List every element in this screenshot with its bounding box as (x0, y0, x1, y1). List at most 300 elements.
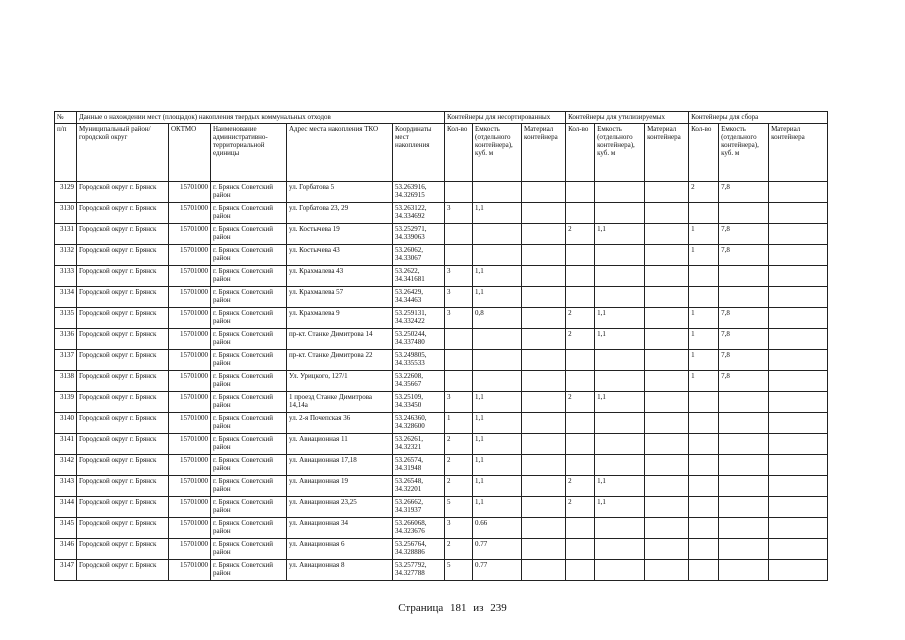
cell-admin-unit: г. Брянск Советский район (211, 287, 287, 308)
cell-collect-capacity: 7,8 (719, 245, 769, 266)
cell-address: ул. Крахмалева 57 (287, 287, 393, 308)
table-row (55, 560, 828, 581)
cell-unsorted-count (445, 371, 473, 392)
cell-municipality: Городской округ г. Брянск (77, 413, 169, 434)
table-body (55, 182, 828, 581)
cell-unsorted-material (522, 518, 566, 539)
cell-unsorted-capacity (473, 182, 522, 203)
cell-recycle-capacity (595, 287, 645, 308)
cell-collect-material (769, 434, 828, 455)
cell-municipality: Городской округ г. Брянск (77, 287, 169, 308)
cell-unsorted-capacity: 1,1 (473, 497, 522, 518)
cell-recycle-count (566, 560, 595, 581)
cell-recycle-material (645, 203, 689, 224)
cell-recycle-count (566, 455, 595, 476)
cell-no: 3145 (55, 518, 77, 539)
cell-unsorted-material (522, 497, 566, 518)
cell-municipality: Городской округ г. Брянск (77, 350, 169, 371)
cell-collect-material (769, 413, 828, 434)
cell-address: ул. Авиационная 6 (287, 539, 393, 560)
cell-oktmo: 15701000 (169, 560, 211, 581)
header-no: № (55, 112, 77, 124)
cell-coords: 53.26062, 34.33067 (393, 245, 445, 266)
cell-no: 3146 (55, 539, 77, 560)
table-row (55, 350, 828, 371)
table-row (55, 203, 828, 224)
cell-municipality: Городской округ г. Брянск (77, 518, 169, 539)
cell-recycle-capacity: 1,1 (595, 308, 645, 329)
header-column-row (55, 124, 828, 182)
table-row (55, 455, 828, 476)
cell-admin-unit: г. Брянск Советский район (211, 371, 287, 392)
cell-unsorted-material (522, 476, 566, 497)
header-col-r-count: Кол-во (566, 124, 595, 182)
cell-address: пр-кт. Станке Димитрова 14 (287, 329, 393, 350)
page-footer (0, 602, 905, 614)
cell-collect-count: 1 (689, 350, 719, 371)
cell-coords: 53.26261, 34.32321 (393, 434, 445, 455)
cell-coords: 53.22608, 34.35667 (393, 371, 445, 392)
cell-address: ул. 2-я Почепская 36 (287, 413, 393, 434)
cell-recycle-count (566, 245, 595, 266)
cell-address: ул. Авиационная 11 (287, 434, 393, 455)
table-row (55, 182, 828, 203)
cell-collect-capacity (719, 497, 769, 518)
cell-collect-material (769, 476, 828, 497)
cell-coords: 53.26574, 34.31948 (393, 455, 445, 476)
cell-address: ул. Крахмалева 43 (287, 266, 393, 287)
waste-sites-table (54, 111, 828, 581)
cell-recycle-capacity (595, 245, 645, 266)
header-col-c-count: Кол-во (689, 124, 719, 182)
cell-collect-material (769, 392, 828, 413)
cell-unsorted-material (522, 539, 566, 560)
cell-oktmo: 15701000 (169, 434, 211, 455)
cell-collect-capacity (719, 539, 769, 560)
cell-recycle-capacity (595, 539, 645, 560)
cell-collect-count: 1 (689, 329, 719, 350)
cell-address: ул. Авиационная 17,18 (287, 455, 393, 476)
cell-oktmo: 15701000 (169, 224, 211, 245)
cell-recycle-material (645, 434, 689, 455)
cell-recycle-capacity (595, 203, 645, 224)
cell-unsorted-capacity: 1,1 (473, 476, 522, 497)
cell-unsorted-count: 2 (445, 476, 473, 497)
page-current: 181 (450, 602, 467, 614)
cell-unsorted-count: 2 (445, 539, 473, 560)
cell-address: пр-кт. Станке Димитрова 22 (287, 350, 393, 371)
header-collect-group: Контейнеры для сбора (689, 112, 828, 124)
cell-unsorted-material (522, 266, 566, 287)
header-col-r-material: Материал контейнера (645, 124, 689, 182)
cell-collect-capacity (719, 476, 769, 497)
cell-unsorted-capacity (473, 350, 522, 371)
cell-admin-unit: г. Брянск Советский район (211, 497, 287, 518)
cell-recycle-count: 2 (566, 308, 595, 329)
cell-collect-count (689, 266, 719, 287)
cell-recycle-material (645, 224, 689, 245)
cell-oktmo: 15701000 (169, 539, 211, 560)
cell-collect-count: 2 (689, 182, 719, 203)
cell-collect-capacity: 7,8 (719, 350, 769, 371)
cell-recycle-capacity (595, 182, 645, 203)
cell-collect-material (769, 182, 828, 203)
table-row (55, 539, 828, 560)
cell-oktmo: 15701000 (169, 476, 211, 497)
cell-coords: 53.26429, 34.34463 (393, 287, 445, 308)
cell-coords: 53.246360, 34.328600 (393, 413, 445, 434)
cell-unsorted-capacity: 1,1 (473, 455, 522, 476)
cell-recycle-material (645, 350, 689, 371)
cell-unsorted-material (522, 329, 566, 350)
cell-admin-unit: г. Брянск Советский район (211, 518, 287, 539)
cell-no: 3135 (55, 308, 77, 329)
header-col-u-capacity: Емкость (отдельного контейнера), куб. м (473, 124, 522, 182)
cell-collect-count (689, 455, 719, 476)
cell-admin-unit: г. Брянск Советский район (211, 476, 287, 497)
cell-municipality: Городской округ г. Брянск (77, 434, 169, 455)
cell-collect-material (769, 455, 828, 476)
cell-unsorted-capacity: 0.77 (473, 539, 522, 560)
header-col-no: п/п (55, 124, 77, 182)
table-row (55, 266, 828, 287)
cell-oktmo: 15701000 (169, 371, 211, 392)
cell-recycle-count: 2 (566, 329, 595, 350)
cell-municipality: Городской округ г. Брянск (77, 497, 169, 518)
cell-collect-count (689, 287, 719, 308)
cell-admin-unit: г. Брянск Советский район (211, 455, 287, 476)
table-row (55, 434, 828, 455)
cell-collect-capacity: 7,8 (719, 329, 769, 350)
cell-collect-material (769, 560, 828, 581)
cell-unsorted-count: 5 (445, 560, 473, 581)
cell-admin-unit: г. Брянск Советский район (211, 203, 287, 224)
cell-admin-unit: г. Брянск Советский район (211, 245, 287, 266)
cell-recycle-count (566, 287, 595, 308)
cell-unsorted-material (522, 182, 566, 203)
cell-coords: 53.2622, 34.341681 (393, 266, 445, 287)
cell-oktmo: 15701000 (169, 266, 211, 287)
cell-unsorted-capacity: 0,8 (473, 308, 522, 329)
cell-no: 3131 (55, 224, 77, 245)
cell-unsorted-count: 3 (445, 287, 473, 308)
cell-unsorted-capacity (473, 371, 522, 392)
cell-collect-count (689, 476, 719, 497)
cell-collect-capacity (719, 203, 769, 224)
cell-municipality: Городской округ г. Брянск (77, 266, 169, 287)
cell-oktmo: 15701000 (169, 350, 211, 371)
cell-admin-unit: г. Брянск Советский район (211, 350, 287, 371)
cell-recycle-capacity (595, 455, 645, 476)
cell-collect-count: 1 (689, 371, 719, 392)
cell-municipality: Городской округ г. Брянск (77, 329, 169, 350)
header-col-u-count: Кол-во (445, 124, 473, 182)
cell-recycle-capacity (595, 560, 645, 581)
cell-unsorted-material (522, 203, 566, 224)
cell-collect-material (769, 497, 828, 518)
cell-coords: 53.266068, 34.323676 (393, 518, 445, 539)
cell-unsorted-capacity: 1,1 (473, 413, 522, 434)
cell-admin-unit: г. Брянск Советский район (211, 392, 287, 413)
cell-coords: 53.26548, 34.32201 (393, 476, 445, 497)
header-recycle-group: Контейнеры для утилизируемых (566, 112, 689, 124)
cell-coords: 53.25109, 34.33450 (393, 392, 445, 413)
cell-municipality: Городской округ г. Брянск (77, 182, 169, 203)
cell-coords: 53.250244, 34.337480 (393, 329, 445, 350)
cell-collect-capacity (719, 560, 769, 581)
cell-collect-capacity (719, 392, 769, 413)
cell-recycle-material (645, 287, 689, 308)
cell-address: ул. Костычева 19 (287, 224, 393, 245)
cell-oktmo: 15701000 (169, 287, 211, 308)
header-col-oktmo: ОКТМО (169, 124, 211, 182)
page-word: Страница (398, 602, 444, 614)
cell-no: 3129 (55, 182, 77, 203)
cell-address: 1 проезд Станке Димитрова 14,14а (287, 392, 393, 413)
cell-collect-count (689, 497, 719, 518)
cell-municipality: Городской округ г. Брянск (77, 476, 169, 497)
cell-unsorted-count (445, 245, 473, 266)
header-col-address: Адрес места накопления ТКО (287, 124, 393, 182)
cell-unsorted-capacity: 0.66 (473, 518, 522, 539)
cell-collect-count: 1 (689, 308, 719, 329)
table-row (55, 413, 828, 434)
cell-oktmo: 15701000 (169, 497, 211, 518)
cell-collect-capacity: 7,8 (719, 182, 769, 203)
cell-no: 3140 (55, 413, 77, 434)
cell-recycle-material (645, 182, 689, 203)
cell-collect-count (689, 518, 719, 539)
cell-no: 3137 (55, 350, 77, 371)
cell-recycle-count (566, 413, 595, 434)
cell-unsorted-material (522, 287, 566, 308)
cell-collect-count (689, 434, 719, 455)
cell-collect-count: 1 (689, 224, 719, 245)
cell-unsorted-capacity: 1,1 (473, 392, 522, 413)
table-row (55, 245, 828, 266)
cell-collect-material (769, 371, 828, 392)
cell-recycle-material (645, 497, 689, 518)
cell-collect-count (689, 560, 719, 581)
cell-municipality: Городской округ г. Брянск (77, 539, 169, 560)
cell-recycle-capacity: 1,1 (595, 329, 645, 350)
cell-address: ул. Авиационная 8 (287, 560, 393, 581)
header-unsorted-group: Контейнеры для несортированных (445, 112, 566, 124)
cell-recycle-count: 2 (566, 392, 595, 413)
cell-recycle-count: 2 (566, 497, 595, 518)
cell-collect-count (689, 413, 719, 434)
cell-unsorted-material (522, 308, 566, 329)
cell-no: 3147 (55, 560, 77, 581)
cell-unsorted-capacity: 0.77 (473, 560, 522, 581)
cell-recycle-count: 2 (566, 224, 595, 245)
cell-unsorted-count: 3 (445, 203, 473, 224)
cell-address: ул. Горбатова 5 (287, 182, 393, 203)
cell-collect-capacity (719, 287, 769, 308)
cell-collect-capacity (719, 266, 769, 287)
cell-no: 3141 (55, 434, 77, 455)
cell-recycle-count (566, 518, 595, 539)
cell-collect-capacity: 7,8 (719, 224, 769, 245)
cell-unsorted-count: 2 (445, 434, 473, 455)
cell-admin-unit: г. Брянск Советский район (211, 560, 287, 581)
table-row (55, 308, 828, 329)
cell-collect-count: 1 (689, 245, 719, 266)
header-col-coords: Координаты мест накопления (393, 124, 445, 182)
cell-recycle-count (566, 371, 595, 392)
cell-recycle-capacity (595, 371, 645, 392)
cell-unsorted-material (522, 434, 566, 455)
cell-coords: 53.257792, 34.327788 (393, 560, 445, 581)
header-group-row (55, 112, 828, 124)
cell-no: 3138 (55, 371, 77, 392)
cell-municipality: Городской округ г. Брянск (77, 371, 169, 392)
cell-recycle-material (645, 539, 689, 560)
cell-oktmo: 15701000 (169, 413, 211, 434)
cell-collect-material (769, 308, 828, 329)
cell-recycle-capacity (595, 413, 645, 434)
header-col-u-material: Материал контейнера (522, 124, 566, 182)
cell-no: 3130 (55, 203, 77, 224)
cell-recycle-count (566, 266, 595, 287)
cell-recycle-material (645, 266, 689, 287)
cell-address: ул. Крахмалева 9 (287, 308, 393, 329)
cell-recycle-capacity (595, 350, 645, 371)
cell-coords: 53.263122, 34.334692 (393, 203, 445, 224)
header-col-c-capacity: Емкость (отдельного контейнера), куб. м (719, 124, 769, 182)
cell-unsorted-capacity: 1,1 (473, 287, 522, 308)
cell-unsorted-material (522, 371, 566, 392)
cell-no: 3134 (55, 287, 77, 308)
cell-recycle-count (566, 182, 595, 203)
cell-address: ул. Авиационная 23,25 (287, 497, 393, 518)
cell-collect-count (689, 539, 719, 560)
cell-municipality: Городской округ г. Брянск (77, 308, 169, 329)
cell-unsorted-count: 1 (445, 413, 473, 434)
cell-unsorted-material (522, 224, 566, 245)
cell-unsorted-count (445, 182, 473, 203)
cell-collect-count (689, 203, 719, 224)
cell-municipality: Городской округ г. Брянск (77, 392, 169, 413)
cell-municipality: Городской округ г. Брянск (77, 245, 169, 266)
cell-recycle-material (645, 476, 689, 497)
cell-unsorted-count (445, 329, 473, 350)
table-row (55, 287, 828, 308)
cell-no: 3136 (55, 329, 77, 350)
cell-recycle-material (645, 371, 689, 392)
cell-unsorted-count: 3 (445, 308, 473, 329)
cell-collect-material (769, 518, 828, 539)
cell-unsorted-capacity (473, 245, 522, 266)
cell-unsorted-material (522, 350, 566, 371)
cell-collect-capacity (719, 434, 769, 455)
cell-no: 3133 (55, 266, 77, 287)
page-total: 239 (490, 602, 507, 614)
cell-admin-unit: г. Брянск Советский район (211, 308, 287, 329)
cell-coords: 53.252971, 34.339063 (393, 224, 445, 245)
cell-unsorted-count: 5 (445, 497, 473, 518)
header-col-c-material: Материал контейнера (769, 124, 828, 182)
cell-oktmo: 15701000 (169, 245, 211, 266)
cell-recycle-capacity: 1,1 (595, 476, 645, 497)
cell-recycle-material (645, 329, 689, 350)
cell-recycle-capacity (595, 434, 645, 455)
cell-municipality: Городской округ г. Брянск (77, 455, 169, 476)
cell-oktmo: 15701000 (169, 518, 211, 539)
cell-unsorted-capacity (473, 329, 522, 350)
cell-municipality: Городской округ г. Брянск (77, 203, 169, 224)
cell-oktmo: 15701000 (169, 392, 211, 413)
cell-municipality: Городской округ г. Брянск (77, 560, 169, 581)
cell-admin-unit: г. Брянск Советский район (211, 224, 287, 245)
cell-address: ул. Авиационная 19 (287, 476, 393, 497)
cell-address: ул. Авиационная 34 (287, 518, 393, 539)
cell-no: 3143 (55, 476, 77, 497)
cell-collect-capacity (719, 413, 769, 434)
cell-address: Ул. Урицкого, 127/1 (287, 371, 393, 392)
cell-admin-unit: г. Брянск Советский район (211, 182, 287, 203)
cell-unsorted-capacity: 1,1 (473, 434, 522, 455)
cell-coords: 53.249805, 34.335533 (393, 350, 445, 371)
cell-recycle-material (645, 518, 689, 539)
cell-admin-unit: г. Брянск Советский район (211, 434, 287, 455)
cell-unsorted-count (445, 224, 473, 245)
cell-collect-material (769, 245, 828, 266)
cell-recycle-material (645, 245, 689, 266)
cell-recycle-count: 2 (566, 476, 595, 497)
cell-unsorted-capacity: 1,1 (473, 266, 522, 287)
cell-oktmo: 15701000 (169, 203, 211, 224)
cell-recycle-count (566, 350, 595, 371)
cell-coords: 53.256764, 34.328886 (393, 539, 445, 560)
cell-admin-unit: г. Брянск Советский район (211, 266, 287, 287)
cell-admin-unit: г. Брянск Советский район (211, 539, 287, 560)
cell-coords: 53.26662, 34.31937 (393, 497, 445, 518)
cell-unsorted-count: 2 (445, 455, 473, 476)
cell-collect-material (769, 350, 828, 371)
cell-collect-capacity (719, 518, 769, 539)
table-row (55, 224, 828, 245)
cell-admin-unit: г. Брянск Советский район (211, 413, 287, 434)
header-col-municipality: Муниципальный район/городской округ (77, 124, 169, 182)
cell-unsorted-count: 3 (445, 518, 473, 539)
cell-collect-count (689, 392, 719, 413)
table-row (55, 371, 828, 392)
cell-unsorted-material (522, 455, 566, 476)
cell-recycle-capacity: 1,1 (595, 392, 645, 413)
cell-recycle-count (566, 203, 595, 224)
cell-recycle-material (645, 455, 689, 476)
cell-no: 3142 (55, 455, 77, 476)
cell-collect-material (769, 287, 828, 308)
cell-collect-material (769, 224, 828, 245)
cell-unsorted-capacity (473, 224, 522, 245)
table-row (55, 518, 828, 539)
table-row (55, 329, 828, 350)
cell-oktmo: 15701000 (169, 329, 211, 350)
cell-address: ул. Горбатова 23, 29 (287, 203, 393, 224)
cell-collect-capacity (719, 455, 769, 476)
table-row (55, 497, 828, 518)
cell-recycle-capacity: 1,1 (595, 224, 645, 245)
cell-collect-capacity: 7,8 (719, 308, 769, 329)
cell-oktmo: 15701000 (169, 182, 211, 203)
cell-unsorted-material (522, 245, 566, 266)
cell-unsorted-capacity: 1,1 (473, 203, 522, 224)
cell-collect-material (769, 203, 828, 224)
cell-collect-material (769, 329, 828, 350)
cell-oktmo: 15701000 (169, 455, 211, 476)
